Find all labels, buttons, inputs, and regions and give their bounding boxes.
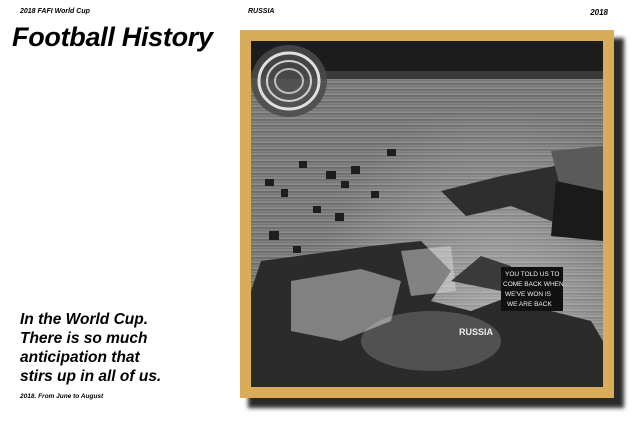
sign-line: WE'VE WON IS — [505, 291, 552, 298]
puzzle-banner: RUSSIA — [459, 327, 494, 337]
tagline-line: stirs up in all of us. — [20, 368, 162, 385]
event-name: 2018 FAFI World Cup — [20, 8, 90, 15]
glass-jar — [251, 45, 327, 117]
scattered-pieces — [265, 149, 396, 253]
country-label: RUSSIA — [248, 8, 275, 15]
tagline-line: There is so much — [20, 330, 148, 347]
date-range: 2018. From June to August — [20, 393, 104, 400]
tagline-line: anticipation that — [20, 349, 140, 366]
page-title: Football History — [12, 22, 213, 52]
puzzle-illustration — [251, 41, 603, 387]
sign-line: YOU TOLD US TO — [505, 271, 560, 278]
photo-frame — [240, 30, 614, 398]
sign-line: WE ARE BACK — [507, 301, 552, 308]
sign-line: COME BACK WHEN — [503, 281, 564, 288]
year-label: 2018 — [590, 8, 608, 17]
tagline — [20, 310, 161, 386]
tagline-line: In the World Cup. — [20, 311, 149, 328]
light-glare — [361, 311, 501, 371]
puzzle-sign — [501, 267, 564, 311]
jigsaw-puzzle-photo — [251, 41, 603, 387]
